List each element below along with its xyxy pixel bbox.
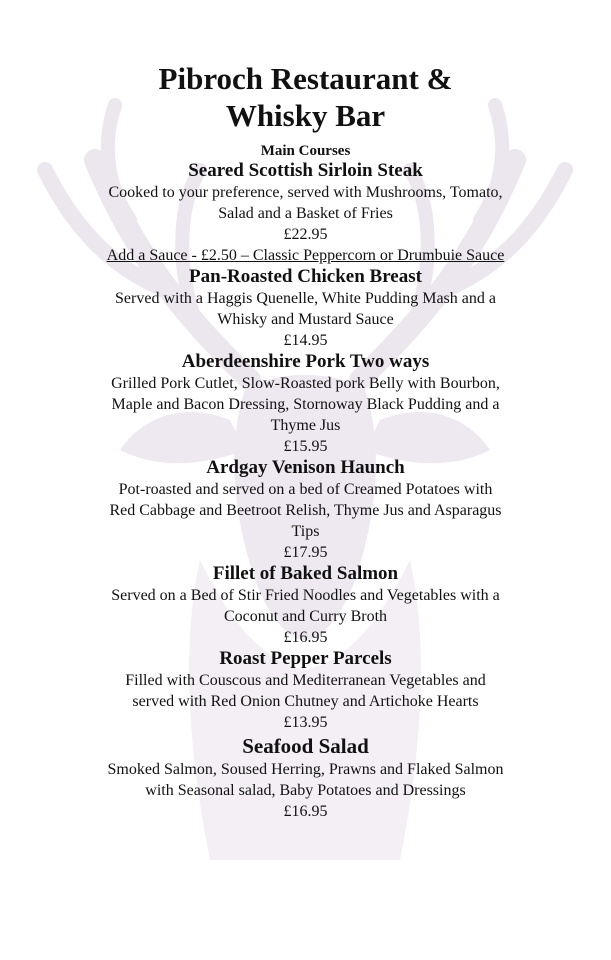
dish-price: £13.95 [283,714,328,731]
dish-description [71,479,541,542]
dish-price: £22.95 [283,226,328,243]
menu-item [0,648,611,733]
dish-name: Ardgay Venison Haunch [206,457,405,478]
desc-line: Served on a Bed of Stir Fried Noodles and Vegetables with a [111,587,500,604]
dish-description [71,182,541,224]
desc-line: Smoked Salmon, Soused Herring, Prawns and Flaked Salmon [107,761,504,778]
title-line-2: Whisky Bar [225,98,386,133]
dish-description [71,670,541,712]
dish-name: Fillet of Baked Salmon [212,563,399,584]
dish-description [71,288,541,330]
dish-price: £17.95 [283,544,328,561]
dish-price: £14.95 [283,332,328,349]
desc-line: Grilled Pork Cutlet, Slow-Roasted pork Belly with Bourbon, [111,375,500,392]
restaurant-title [96,60,516,134]
desc-line: Tips [291,523,320,540]
desc-line: Salad and a Basket of Fries [218,205,393,222]
menu-item [0,563,611,648]
desc-line: Thyme Jus [270,417,341,434]
desc-line: with Seasonal salad, Baby Potatoes and Dressings [145,782,466,799]
dish-name: Seafood Salad [242,734,369,758]
desc-line: Filled with Couscous and Mediterranean Vegetables and [125,672,486,689]
desc-line: Pot-roasted and served on a bed of Creamed Potatoes with [118,481,493,498]
section-heading: Main Courses [260,143,351,159]
desc-line: Red Cabbage and Beetroot Relish, Thyme Jus and Asparagus [109,502,502,519]
menu-item [0,457,611,563]
dish-name: Roast Pepper Parcels [219,648,392,669]
dish-name: Aberdeenshire Pork Two ways [181,351,430,372]
dish-description [71,585,541,627]
dish-description [71,759,541,801]
dish-description [71,373,541,436]
menu-item [0,733,611,822]
desc-line: Whisky and Mustard Sauce [217,311,394,328]
desc-line: Served with a Haggis Quenelle, White Pudding Mash and a [115,290,496,307]
sauce-addon: Add a Sauce - £2.50 – Classic Peppercorn or Drumbuie Sauce [106,247,505,264]
dish-name: Pan-Roasted Chicken Breast [189,266,422,287]
desc-line: Cooked to your preference, served with Mushrooms, Tomato, [108,184,503,201]
desc-line: Coconut and Curry Broth [223,608,388,625]
desc-line: Maple and Bacon Dressing, Stornoway Black Pudding and a [111,396,500,413]
dish-price: £16.95 [283,629,328,646]
dish-price: £16.95 [283,803,328,820]
dish-name: Seared Scottish Sirloin Steak [188,160,423,181]
dish-price: £15.95 [283,438,328,455]
title-line-1: Pibroch Restaurant & [158,61,453,96]
menu-item [0,351,611,457]
menu-item [0,160,611,266]
menu-item [0,266,611,351]
desc-line: served with Red Onion Chutney and Artichoke Hearts [132,693,479,710]
